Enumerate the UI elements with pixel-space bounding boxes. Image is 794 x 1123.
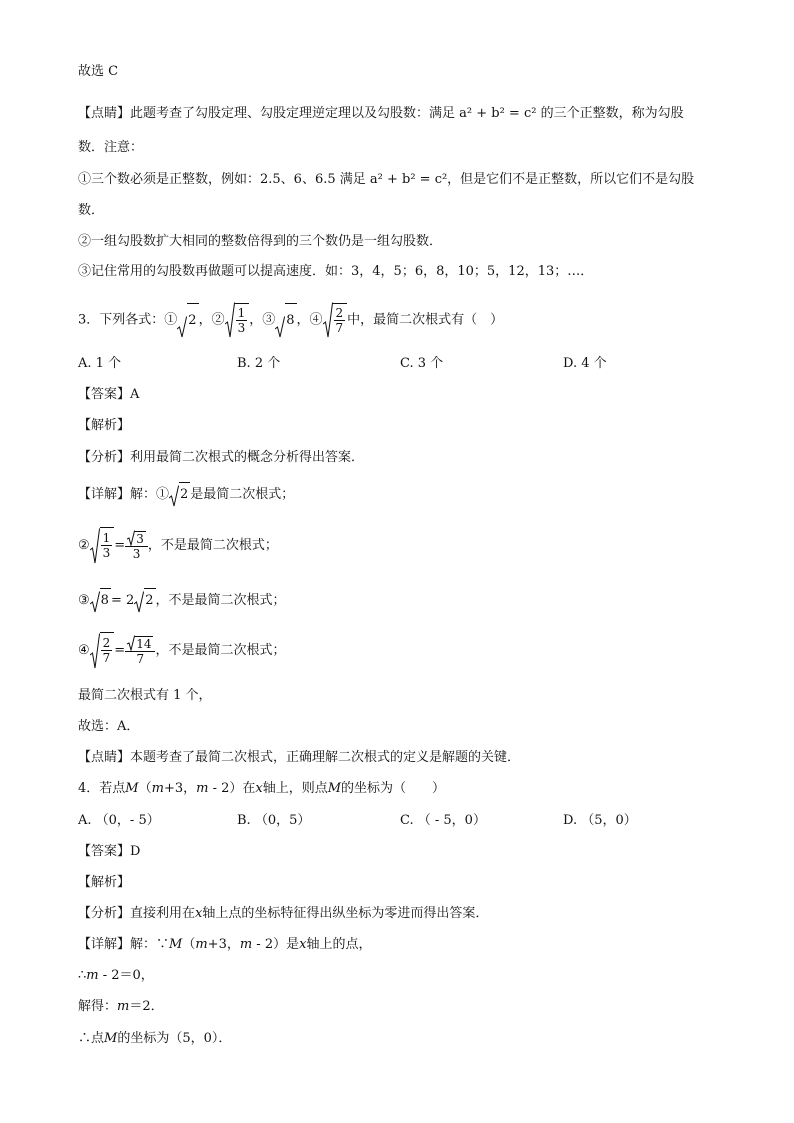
fenxi-text: 【分析】利用最简二次根式的概念分析得出答案．: [78, 450, 365, 465]
fraction: $\frac{14}{7}$: [125, 635, 155, 666]
step-line: 解得：m＝2．: [78, 999, 164, 1014]
fraction: $\frac{2}{7}$: [102, 636, 111, 665]
sqrt-expression: [323, 302, 348, 338]
question-4-stem: 4．若点M（m+3，m - 2）在x轴上，则点M的坐标为（ ）: [78, 781, 446, 796]
option-b: B. （0，5）: [237, 813, 311, 828]
answer-label: 【答案】D: [78, 844, 141, 859]
option-c: C. 3 个: [400, 356, 444, 371]
step-line: ∴m - 2＝0，: [78, 968, 154, 983]
detail-line-4: ④ $\frac{2}{7}$ = $\frac{14}{7}$ ，不是最简二次根式；: [78, 632, 286, 669]
option-a: A. （0，- 5）: [78, 813, 160, 828]
option-a: A. 1 个: [78, 356, 122, 371]
dianjing-text: 【点睛】本题考查了最简二次根式，正确理解二次根式的定义是解题的关键．: [78, 750, 521, 765]
sqrt-expression: [90, 527, 115, 564]
text-line: ②一组勾股数扩大相同的整数倍得到的三个数仍是一组勾股数．: [78, 234, 443, 249]
text-line: 最简二次根式有 1 个，: [78, 688, 212, 703]
analysis-label: 【解析】: [78, 418, 131, 433]
option-c: C. （ - 5，0）: [400, 813, 486, 828]
sqrt-expression: [90, 632, 115, 669]
fenxi-text: 【分析】直接利用在x轴上点的坐标特征得出纵坐标为零进而得出答案．: [78, 906, 489, 921]
text-line: ③记住常用的勾股数再做题可以提高速度．如：3，4，5；6，8，10；5，12，13；…．: [78, 264, 594, 279]
text-line: 数．: [78, 203, 105, 218]
answer-label: 【答案】A: [78, 387, 140, 402]
text-line: 【点睛】此题考查了勾股定理、勾股定理逆定理以及勾股数：满足 a² + b² = c² 的三个正整数，称为勾股: [78, 106, 684, 121]
fraction: $\frac{1}{3}$: [102, 531, 111, 560]
sqrt-expression: 8: [90, 588, 111, 613]
option-d: D. （5，0）: [563, 813, 637, 828]
fraction: $\frac{1}{3}$: [237, 306, 246, 335]
fraction: $\frac{2}{7}$: [335, 306, 344, 335]
detail-line-3: ③ 8 = 2 2 ，不是最简二次根式；: [78, 588, 286, 613]
text-line: 数．注意：: [78, 140, 144, 155]
detail-line-1: 【详解】解：① 2 是最简二次根式；: [78, 482, 294, 507]
text-line: 故选 C: [78, 64, 119, 79]
sqrt-expression: 2: [169, 482, 190, 507]
question-3-stem: 3．下列各式：① 2 ，② $\frac{1}{3}$ ，③ 8 ，④ $\frac{2}{7}$ 中，最简二次根式有（ ）: [78, 302, 503, 338]
detail-line-2: ② $\frac{1}{3}$ = $\frac{3}{3}$ ，不是最简二次根式；: [78, 527, 278, 564]
sqrt-expression: 2: [177, 303, 198, 338]
sqrt-expression: 2: [134, 588, 155, 613]
option-d: D. 4 个: [563, 356, 607, 371]
detail-line: 【详解】解：∵M（m+3，m - 2）是x轴上的点，: [78, 937, 372, 952]
fraction: $\frac{3}{3}$: [125, 530, 148, 561]
text-line: ①三个数必须是正整数，例如：2.5、6、6.5 满足 a² + b² = c²，但是它们不是正整数，所以它们不是勾股: [78, 172, 695, 187]
analysis-label: 【解析】: [78, 875, 131, 890]
sqrt-expression: [225, 302, 250, 338]
text-line: 故选：A．: [78, 719, 140, 734]
option-b: B. 2 个: [237, 356, 281, 371]
step-line: ∴点M的坐标为（5，0）．: [78, 1031, 232, 1046]
sqrt-expression: 8: [275, 303, 296, 338]
